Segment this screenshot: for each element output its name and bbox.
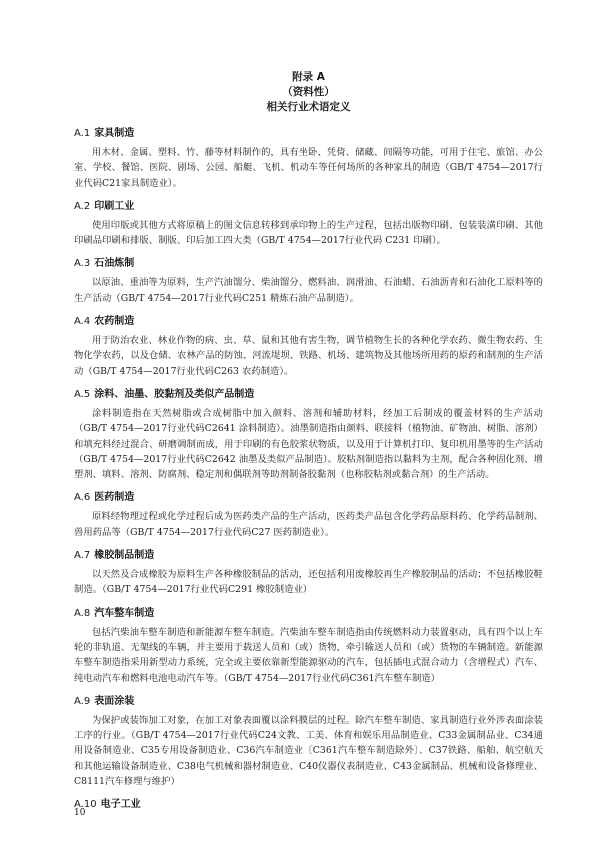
section-heading <box>74 491 543 505</box>
section-number: A.10 <box>74 799 97 811</box>
section-title: 医药制造 <box>94 492 135 504</box>
section-body: 使用印版或其他方式将原稿上的图文信息转移到承印物上的生产过程，包括出版物印刷、包装装潢印刷、其他印刷品印刷和排版、制版、印后加工四大类（GB/T 4754—2017行业代码 C231 印刷）。 <box>74 219 543 247</box>
section-body: 为保护或装饰加工对象，在加工对象表面覆以涂料膜层的过程。除汽车整车制造、家具制造行业外涉表面涂装工序的行业。（GB/T 4754—2017行业代码C24文教、工美、体育和娱乐用品制造业、C33金属制品业、C34通用设备制造业、C35专用设备制造业、C36汽车制造业〔C361汽车整车制造除外〕、C37铁路、船舶、航空航天和其他运输设备制造业、C38电气机械和器材制造业、C40仪器仪表制造业、C43金属制品、机械和设备修理业、C8111汽车修理与维护） <box>74 714 543 788</box>
section-heading <box>74 315 543 329</box>
section-title: 电子工业 <box>100 799 141 811</box>
section <box>74 798 543 812</box>
section-heading <box>74 388 543 402</box>
section <box>74 257 543 306</box>
section-heading <box>74 127 543 141</box>
section-heading <box>74 798 543 812</box>
section-title: 石油炼制 <box>94 258 135 270</box>
section <box>74 315 543 379</box>
section-number: A.6 <box>74 492 91 504</box>
section <box>74 388 543 482</box>
page-number: 10 <box>74 808 86 818</box>
section-title: 涂料、油墨、胶黏剂及类似产品制造 <box>94 388 255 400</box>
section-number: A.4 <box>74 316 91 328</box>
section-heading <box>74 257 543 271</box>
appendix-label: 附录 A <box>292 71 325 83</box>
section <box>74 695 543 789</box>
sections-container <box>74 127 543 812</box>
section <box>74 127 543 191</box>
section-title: 印刷工业 <box>94 200 135 212</box>
section-number: A.5 <box>74 388 91 400</box>
section-number: A.2 <box>74 200 91 212</box>
section-heading <box>74 607 543 621</box>
section <box>74 607 543 686</box>
section-body: 涂料制造指在天然树脂或合成树脂中加入颜料、溶剂和辅助材料，经加工后制成的覆盖材料的生产活动（GB/T 4754—2017行业代码C2641 涂料制造）。油墨制造指由颜料、联接料（植物油、矿物油、树脂、溶剂）和填充料经过混合、研磨调制而成，用于印刷的有色胶浆状物质，以及用于计算机打印、复印机用墨等的生产活动（GB/T 4754—2017行业代码C2642 油墨及类似产品制造）。胶粘剂制造指以黏料为主剂，配合各种固化剂、增塑剂、填料、溶剂、防腐剂、稳定剂和偶联剂等助剂制备胶黏剂（也称胶粘剂或黏合剂）的生产活动。 <box>74 407 543 481</box>
section-heading <box>74 549 543 563</box>
section <box>74 491 543 540</box>
appendix-header <box>74 70 543 115</box>
section-body: 包括汽柴油车整车制造和新能源车整车制造。汽柴油车整车制造指由传统燃料动力装置驱动，具有四个以上车轮的非轨道、无架线的车辆，并主要用于载送人员和（或）货物，牵引输送人员和（或）货物的车辆制造。新能源车整车制造指采用新型动力系统，完全或主要依靠新型能源驱动的汽车，包括插电式混合动力（含增程式）汽车、纯电动汽车和燃料电池电动汽车等。（GB/T 4754—2017行业代码C361汽车整车制造） <box>74 626 543 684</box>
section-heading <box>74 200 543 214</box>
section-body: 原料经物理过程或化学过程后成为医药类产品的生产活动，医药类产品包含化学药品原料药、化学药品制剂、兽用药品等（GB/T 4754—2017行业代码C27 医药制造业）。 <box>74 511 543 538</box>
section-title: 家具制造 <box>94 128 135 139</box>
section-body: 以原油、重油等为原料，生产汽油馏分、柴油馏分、燃料油、润滑油、石油蜡、石油沥青和石油化工原料等的生产活动（GB/T 4754—2017行业代码C251 精炼石油产品制造）。 <box>74 277 543 304</box>
section-heading <box>74 695 543 709</box>
section-body: 用木材、金属、塑料、竹、藤等材料制作的，具有坐卧、凭倚、储藏、间隔等功能，可用于住宅、旅馆、办公室、学校、餐馆、医院、剧场、公园、船艇、飞机、机动车等任何场所的各种家具的制造（GB/T 4754—2017行业代码C21家具制造业）。 <box>74 147 543 189</box>
appendix-note: （资料性） <box>282 86 335 98</box>
section-title: 汽车整车制造 <box>94 607 155 619</box>
section-title: 橡胶制品制造 <box>94 550 155 562</box>
section-body: 用于防治农业、林业作物的病、虫、草、鼠和其他有害生物，调节植物生长的各种化学农药、微生物农药、生物化学农药，以及仓储、农林产品的防蚀、河流堤坝、铁路、机场、建筑物及其他场所用药的原药和制剂的生产活动（GB/T 4754—2017行业代码C263 农药制造）。 <box>74 335 543 377</box>
section-body: 以天然及合成橡胶为原料生产各种橡胶制品的活动，还包括利用废橡胶再生产橡胶制品的活动；不包括橡胶鞋制造。（GB/T 4754—2017行业代码C291 橡胶制造业） <box>74 569 543 596</box>
section-number: A.3 <box>74 258 91 270</box>
section-title: 表面涂装 <box>94 695 135 707</box>
section-number: A.1 <box>74 128 91 139</box>
section <box>74 200 543 249</box>
section-number: A.8 <box>74 607 91 619</box>
section-number: A.9 <box>74 695 91 707</box>
section <box>74 549 543 598</box>
appendix-title: 相关行业术语定义 <box>266 101 351 113</box>
section-title: 农药制造 <box>94 316 135 328</box>
section-number: A.7 <box>74 550 91 562</box>
